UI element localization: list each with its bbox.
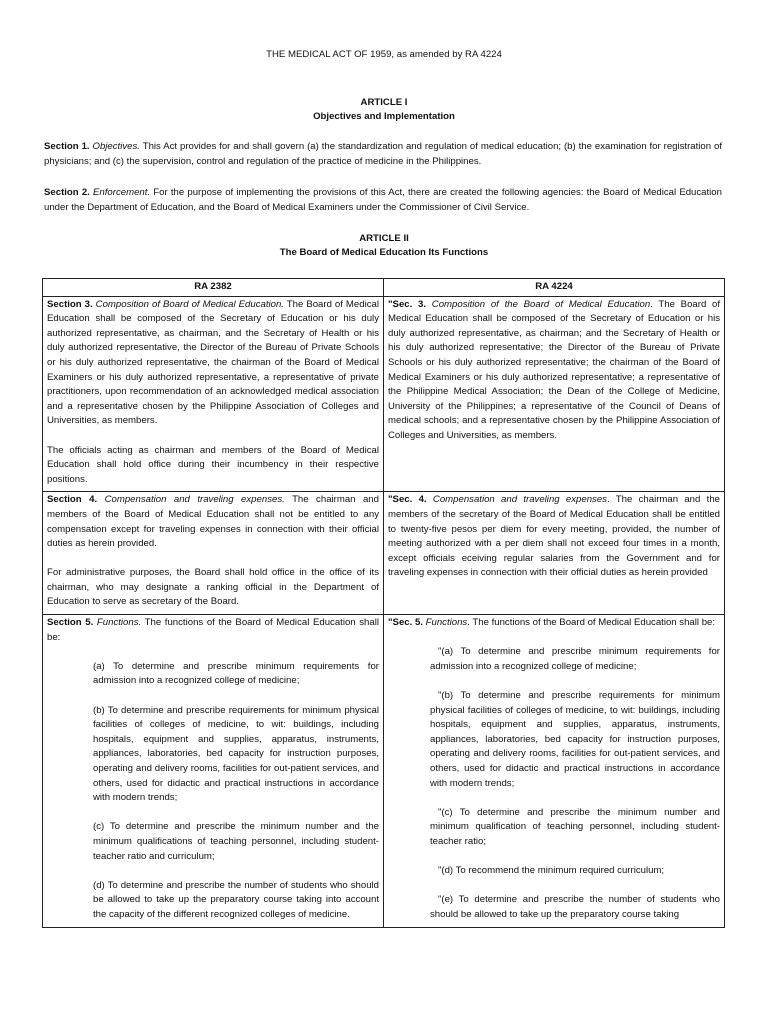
cell-ra2382-sec5 — [43, 615, 384, 927]
cell-ra4224-sec4 — [384, 492, 725, 615]
sec5-right-label: "Sec. 5. — [388, 617, 423, 629]
sec3-left-title: Composition of Board of Medical Education. — [95, 298, 284, 310]
comparison-table — [42, 278, 725, 928]
sec4-left-title: Compensation and traveling expenses. — [104, 494, 285, 506]
sec4-left-label: Section 4. — [47, 494, 98, 506]
article-1-heading — [0, 96, 768, 124]
document-title: THE MEDICAL ACT OF 1959, as amended by RA 4224 — [266, 49, 502, 60]
sec3-left-label: Section 3. — [47, 298, 93, 310]
section-1-paragraph — [44, 140, 722, 169]
sec5-right-item-c: "(c) To determine and prescribe the minimum number and minimum qualification of teaching personnel, including student-teacher ratio; — [430, 806, 720, 847]
sec4-right-label: "Sec. 4. — [388, 494, 427, 506]
sec5-right-title: Functions — [425, 617, 468, 629]
sec5-right-item-a: "(a) To determine and prescribe minimum requirements for admission into a recognized college of medicine; — [430, 646, 720, 672]
sec5-left-item-a: (a) To determine and prescribe minimum requirements for admission into a recognized college of medicine; — [93, 660, 379, 687]
sec4-right-title: Compensation and traveling expenses — [432, 494, 607, 506]
sec4-right-text: . The chairman and the members of the secretary of the Board of Medical Education shall be entitled to twenty-five pesos per diem for every meeting, provided, the number of meeting authorized with a per diem shall not exceed four times in a month, except officials eceiving regular salaries from the Government and for traveling expenses in connection with their official duties as herein provided — [388, 494, 720, 579]
sec5-right-text: . The functions of the Board of Medical Education shall be: — [467, 617, 716, 629]
section-2-paragraph — [44, 186, 722, 215]
article-2-title: ARTICLE II — [359, 233, 409, 244]
cell-ra4224-sec5 — [384, 615, 725, 927]
section-1-title: Objectives. — [92, 141, 140, 152]
table-header-row — [43, 279, 725, 297]
sec3-left-text: The Board of Medical Education shall be composed of the Secretary of Education or his duly authorized representative, as chairman, and the Secretary of Health or his duly authorized representative, the Director of the Bureau of Private Schools or his duly authorized representative, the chairman of the Board of Medical Examiners or his duly authorized representative, a representative of private practitioners, upon recommendation of an acknowledged medical association and a representative chosen by the Philippine Association of Colleges and Universities, as members. — [47, 298, 379, 427]
sec4-left-text2: For administrative purposes, the Board shall hold office in the office of its chairman, who may designate a ranking official in the Department of Education to serve as secretary of the Board. — [47, 567, 379, 608]
table-row-section-5 — [43, 615, 725, 927]
section-1-label: Section 1. — [44, 141, 90, 152]
table-row-section-3 — [43, 296, 725, 492]
sec5-left-item-c: (c) To determine and prescribe the minimum number and the minimum qualifications of teaching personnel, including student-teacher ratio and curriculum; — [93, 821, 379, 862]
article-2-heading — [0, 232, 768, 260]
cell-ra2382-sec3 — [43, 296, 384, 492]
sec5-right-item-e: "(e) To determine and prescribe the number of students who should be allowed to take up the preparatory course taking — [430, 894, 720, 920]
sec5-left-item-b: (b) To determine and prescribe requirements for minimum physical facilities of colleges of medicine, to wit: buildings, including hospitals, equipment and supplies, apparatus, instruments, appliances, laboratories, bed capacity for instruction purposes, operating and delivery rooms, facilities for out-patient services, and others, used for didactic and practical instructions in accordance with modern trends; — [93, 704, 379, 804]
article-1-title: ARTICLE I — [360, 97, 408, 108]
sec5-right-item-d: "(d) To recommend the minimum required curriculum; — [438, 865, 665, 877]
article-1-subtitle: Objectives and Implementation — [313, 111, 455, 122]
sec5-left-label: Section 5. — [47, 617, 94, 629]
section-2-text: For the purpose of implementing the provisions of this Act, there are created the following agencies: the Board of Medical Education under the Department of Education, and the Board of Medical Examiners under the Commissioner of Civil Service. — [44, 187, 722, 213]
sec3-right-label: "Sec. 3. — [388, 298, 427, 310]
header-ra-2382: RA 2382 — [43, 279, 384, 297]
sec3-right-text: . The Board of Medical Education shall be composed of the Secretary of Education or his duly authorized representative, as chairman; and the Secretary of Health or his duly authorized representative; the Director of the Bureau of Private Schools or his duly authorized representative; the chairman of the Board of Medical Examiners or his duly authorized representative; a representative of the Philippine Medical Association; the Dean of the College of Medicine, University of the Philippines; a representative of the Council of Deans of medical schools; and a representative chosen by the Philippine Association of Colleges and Universities, as members. — [388, 298, 721, 441]
header-ra-4224: RA 4224 — [384, 279, 725, 297]
table-row-section-4 — [43, 492, 725, 615]
cell-ra2382-sec4 — [43, 492, 384, 615]
sec5-left-title: Functions. — [96, 617, 142, 629]
sec5-left-text: The functions of the Board of Medical Education shall be: — [47, 617, 379, 643]
sec5-right-item-b: "(b) To determine and prescribe requirements for minimum physical facilities of colleges of medicine, to wit: buildings, including hospitals, equipment and supplies, apparatus, instruments, appliances, laboratories, bed capacity for instruction purposes, operating and delivery rooms, facilities for out-patient services, and others, used for didactic and practical instructions in accordance with modern trends; — [430, 690, 720, 789]
section-1-text: This Act provides for and shall govern (a) the standardization and regulation of medical education; (b) the examination for registration of physicians; and (c) the supervision, control and regulation of the practice of medicine in the Philippines. — [44, 141, 722, 167]
section-2-title: Enforcement. — [93, 187, 151, 198]
sec4-left-text: The chairman and members of the Board of Medical Education shall not be entitled to any compensation except for traveling expenses in connection with their official duties as herein provided. — [47, 494, 379, 550]
sec3-left-text2: The officials acting as chairman and members of the Board of Medical Education shall hold office during their incumbency in their respective positions. — [47, 444, 379, 485]
cell-ra4224-sec3 — [384, 296, 725, 492]
article-2-subtitle: The Board of Medical Education Its Functions — [279, 247, 489, 258]
section-2-label: Section 2. — [44, 187, 90, 198]
sec3-right-title: Composition of the Board of Medical Education — [431, 298, 651, 310]
sec5-left-item-d: (d) To determine and prescribe the number of students who should be allowed to take up the preparatory course taking into account the capacity of the different recognized colleges of medicine. — [93, 879, 379, 920]
